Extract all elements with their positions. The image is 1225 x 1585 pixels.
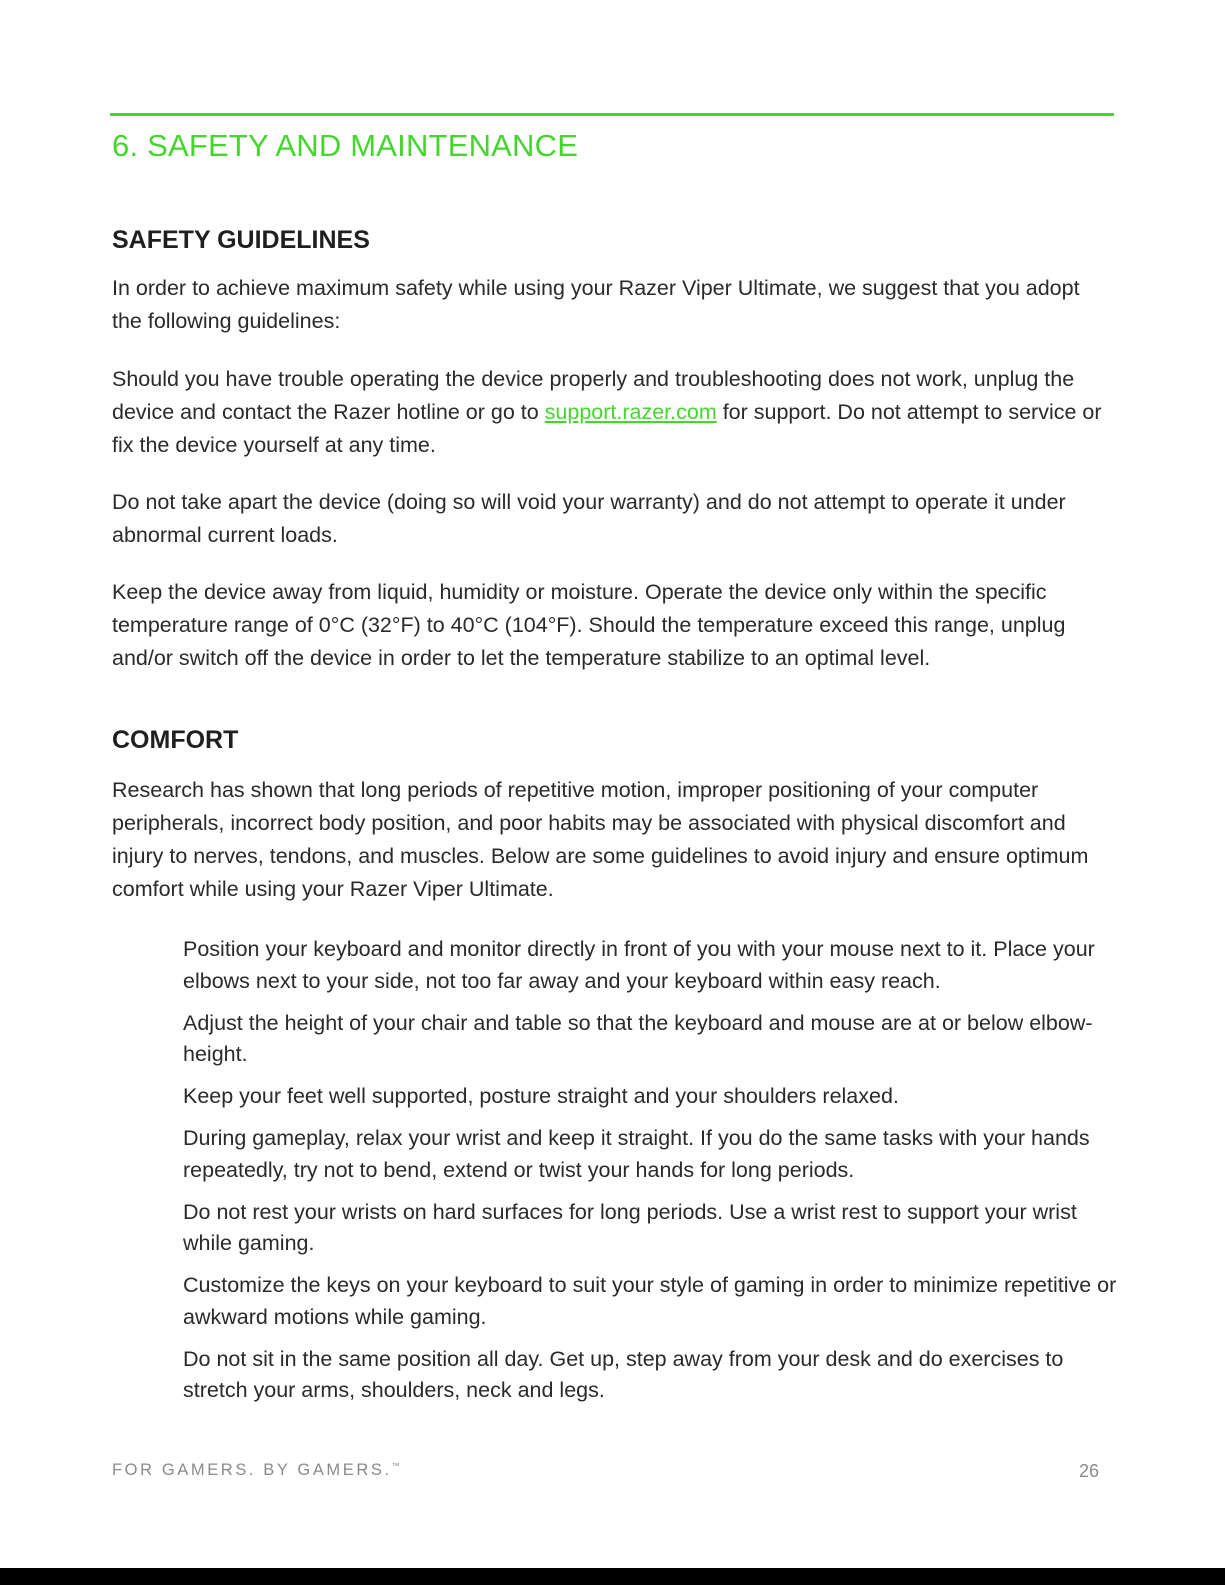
trademark-symbol: ™ xyxy=(391,1461,400,1471)
header-rule xyxy=(110,113,1114,116)
list-item: Position your keyboard and monitor directly in front of you with your mouse next to it. Place your elbows next to your side, not too far away and your keyboard within easy reach. xyxy=(183,937,1095,993)
troubleshooting-paragraph xyxy=(112,363,1112,462)
safety-intro: In order to achieve maximum safety while using your Razer Viper Ultimate, we suggest that you adopt the following guidelines: xyxy=(112,276,1080,333)
list-item: Adjust the height of your chair and table so that the keyboard and mouse are at or below elbow-height. xyxy=(183,1010,1093,1066)
list-item: Do not sit in the same position all day. Get up, step away from your desk and do exercises to stretch your arms, shoulders, neck and legs. xyxy=(183,1346,1064,1402)
bottom-border xyxy=(0,1568,1225,1585)
list-item: Do not rest your wrists on hard surfaces for long periods. Use a wrist rest to support your wrist while gaming. xyxy=(183,1199,1077,1255)
footer-tagline xyxy=(112,1461,400,1480)
list-item: Customize the keys on your keyboard to suit your style of gaming in order to minimize repetitive or awkward motions while gaming. xyxy=(183,1273,1117,1329)
list-item: During gameplay, relax your wrist and keep it straight. If you do the same tasks with your hands repeatedly, try not to bend, extend or twist your hands for long periods. xyxy=(183,1126,1090,1182)
list-item: Keep your feet well supported, posture straight and your shoulders relaxed. xyxy=(183,1084,899,1108)
troubleshooting-text-before: Should you have trouble operating the device properly and troubleshooting does not work, unplug the device and contact the Razer hotline or go to xyxy=(112,367,1075,424)
support-link[interactable]: support.razer.com xyxy=(544,400,717,424)
troubleshooting-text-after: for support. Do not attempt to service or fix the device yourself at any time. xyxy=(112,400,1102,457)
safety-heading: SAFETY GUIDELINES xyxy=(112,226,370,254)
chapter-title: 6. SAFETY AND MAINTENANCE xyxy=(112,128,579,163)
comfort-guidelines-list xyxy=(183,934,1118,1417)
warranty-paragraph: Do not take apart the device (doing so will void your warranty) and do not attempt to operate it under abnormal current loads. xyxy=(112,490,1066,547)
comfort-intro: Research has shown that long periods of repetitive motion, improper positioning of your computer peripherals, incorrect body position, and poor habits may be associated with physical discomfort and injury to nerves, tendons, and muscles. Below are some guidelines to avoid injury and ensure optimum comfort while using your Razer Viper Ultimate. xyxy=(112,778,1089,901)
temperature-paragraph: Keep the device away from liquid, humidity or moisture. Operate the device only within the specific temperature range of 0°C (32°F) to 40°C (104°F). Should the temperature exceed this range, unplug and/or switch off the device in order to let the temperature stabilize to an optimal level. xyxy=(112,580,1066,670)
footer-tagline-text: FOR GAMERS. BY GAMERS. xyxy=(112,1461,392,1479)
page-number: 26 xyxy=(1078,1461,1099,1481)
comfort-heading: COMFORT xyxy=(112,726,239,754)
